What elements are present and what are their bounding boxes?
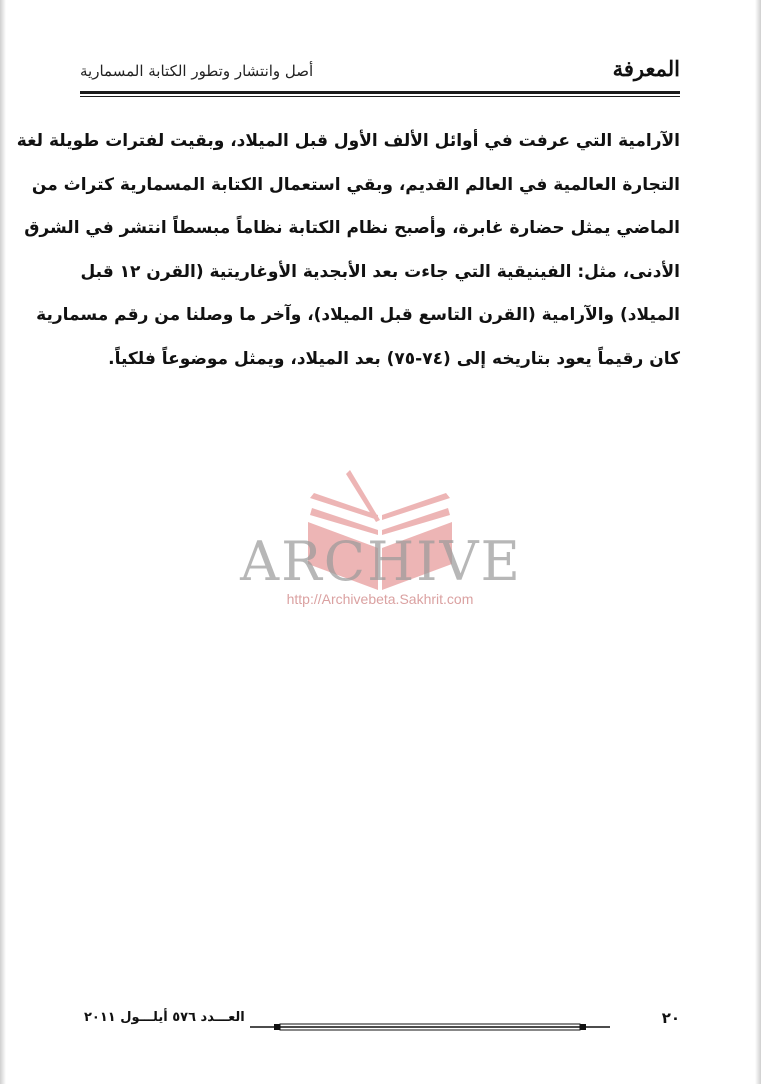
body-line: الميلاد) والآرامية (القرن التاسع قبل الميلاد)، وآخر ما وصلنا من رقم مسمارية bbox=[36, 305, 680, 325]
magazine-logo: المعرفة bbox=[612, 56, 680, 81]
archive-watermark-url: http://Archivebeta.Sakhrit.com bbox=[286, 591, 474, 607]
body-line: الآرامية التي عرفت في أوائل الألف الأول قبل الميلاد، وبقيت لفترات طويلة لغة bbox=[16, 131, 680, 151]
body-line: الأدنى، مثل: الفينيقية التي جاءت بعد الأبجدية الأوغاريتية (القرن ١٢ قبل bbox=[80, 261, 680, 282]
body-line: الماضي يمثل حضارة غابرة، وأصبح نظام الكتابة نظاماً مبسطاً انتشر في الشرق bbox=[24, 218, 680, 238]
page-edge-left bbox=[0, 0, 6, 1084]
footer-decorative-line bbox=[250, 1022, 610, 1032]
body-line: كان رقيماً يعود بتاريخه إلى (٧٤-٧٥) بعد الميلاد، ويمثل موضوعاً فلكياً. bbox=[108, 348, 680, 369]
issue-info: العـــدد ٥٧٦ أيلـــول ٢٠١١ bbox=[84, 1010, 245, 1025]
archive-watermark-word: ARCHIVE bbox=[240, 530, 522, 593]
header-rule-thin bbox=[80, 96, 680, 97]
article-body bbox=[16, 120, 680, 381]
running-title: أصل وانتشار وتطور الكتابة المسمارية bbox=[80, 62, 314, 80]
body-line: التجارة العالمية في العالم القديم، وبقي استعمال الكتابة المسمارية كتراث من bbox=[31, 174, 680, 195]
page-number: ٢٠ bbox=[661, 1009, 680, 1027]
page-edge-right bbox=[755, 0, 761, 1084]
header-rule bbox=[80, 91, 680, 94]
page-header bbox=[80, 50, 680, 96]
